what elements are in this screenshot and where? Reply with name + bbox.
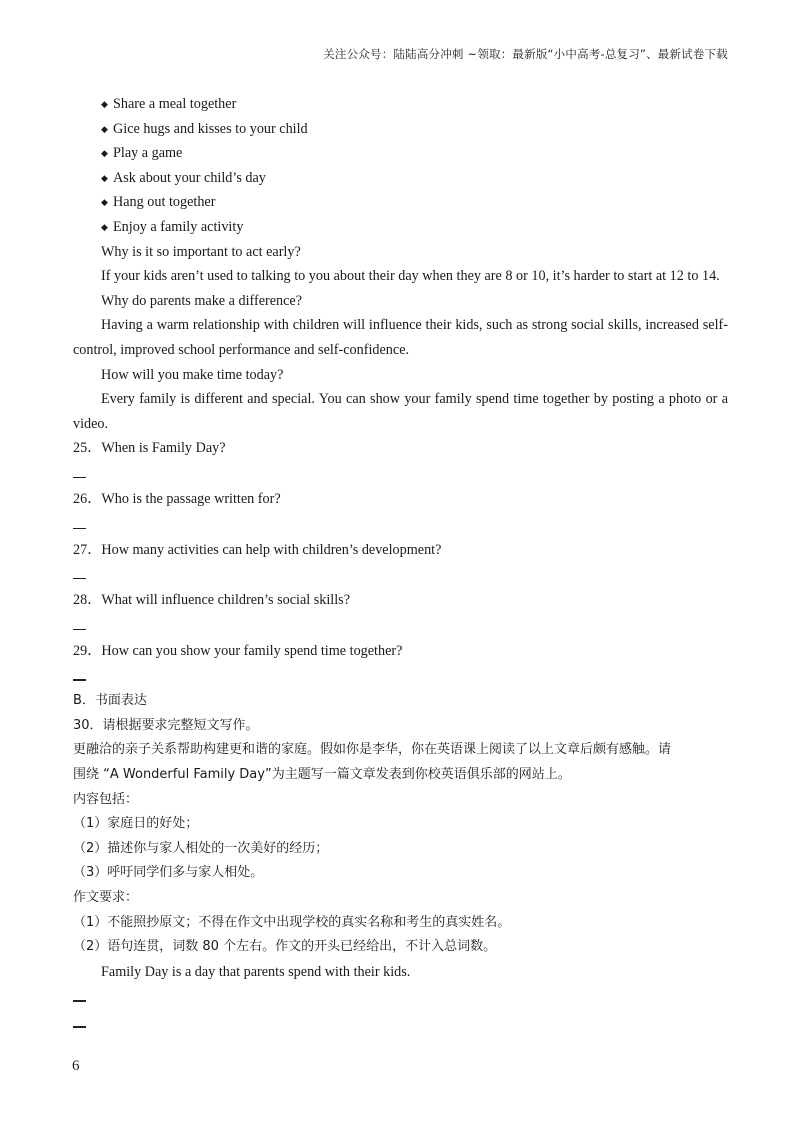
essay-blank[interactable] <box>73 1010 728 1036</box>
section-b-title: B．书面表达 <box>73 693 147 709</box>
bullet-item: ◆ Play a game <box>73 141 728 166</box>
question-28: 28．What will influence children’s social skills? <box>73 592 350 609</box>
bullet-icon: ◆ <box>101 198 108 209</box>
bullet-item: ◆ Enjoy a family activity <box>73 215 728 240</box>
essay-blank[interactable] <box>73 984 728 1010</box>
requirements-heading: 作文要求： <box>73 890 139 906</box>
answer-blank-27[interactable] <box>73 562 728 588</box>
answer-blank-29[interactable] <box>73 663 728 689</box>
content-item: （3）呼吁同学们多与家人相处。 <box>73 865 264 881</box>
bullet-icon: ◆ <box>101 124 108 135</box>
bullet-item: ◆ Gice hugs and kisses to your child <box>73 117 728 142</box>
writing-prompt-line: 更融洽的亲子关系帮助构建更和谐的家庭。假如你是李华，你在英语课上阅读了以上文章后颇有感触。请 <box>73 742 672 758</box>
content-item: （1）家庭日的好处； <box>73 816 199 832</box>
requirement-item: （2）语句连贯，词数 80 个左右。作文的开头已经给出，不计入总词数。 <box>73 939 497 955</box>
question-27: 27．How many activities can help with children’s development? <box>73 541 442 558</box>
writing-prompt-line: 围绕 “A Wonderful Family Day”为主题写一篇文章发表到你校英语俱乐部的网站上。 <box>73 767 571 783</box>
writing-task: 30．请根据要求完整短文写作。 <box>73 717 259 733</box>
page-content <box>73 92 728 1036</box>
bullet-icon: ◆ <box>101 173 108 184</box>
bullet-icon: ◆ <box>101 100 108 110</box>
question-26: 26．Who is the passage written for? <box>73 490 281 507</box>
answer-blank-26[interactable] <box>73 512 728 538</box>
content-item: （2）描述你与家人相处的一次美好的经历； <box>73 840 329 856</box>
essay-opening-sentence: Family Day is a day that parents spend with their kids. <box>101 963 411 980</box>
passage-question: Why do parents make a difference? <box>101 292 303 309</box>
bullet-icon: ◆ <box>101 149 108 160</box>
content-heading: 内容包括： <box>73 791 139 807</box>
passage-answer: Having a warm relationship with children will influence their kids, such as strong social skills, increased self-control, improved school performance and self-confidence. <box>73 317 728 358</box>
page-number: 6 <box>72 1058 80 1074</box>
question-25: 25．When is Family Day? <box>73 440 226 457</box>
answer-blank-25[interactable] <box>73 461 728 487</box>
bullet-item: ◆ Hang out together <box>73 190 728 215</box>
passage-question: Why is it so important to act early? <box>101 243 301 260</box>
bullet-item: ◆ Ask about your child’s day <box>73 166 728 191</box>
page-header: 关注公众号：陆陆高分冲刺 ~领取：最新版“小中高考-总复习”、最新试卷下载 <box>323 47 728 61</box>
question-29: 29．How can you show your family spend time together? <box>73 642 403 659</box>
passage-question: How will you make time today? <box>101 366 284 383</box>
bullet-icon: ◆ <box>101 222 108 233</box>
answer-blank-28[interactable] <box>73 613 728 639</box>
requirement-item: （1）不能照抄原文；不得在作文中出现学校的真实名称和考生的真实姓名。 <box>73 914 511 930</box>
passage-answer: Every family is different and special. You can show your family spend time together by posting a photo or a video. <box>73 391 728 432</box>
bullet-item: ◆ Share a meal together <box>73 92 728 117</box>
passage-answer: If your kids aren’t used to talking to you about their day when they are 8 or 10, it’s harder to start at 12 to 14. <box>101 268 720 285</box>
